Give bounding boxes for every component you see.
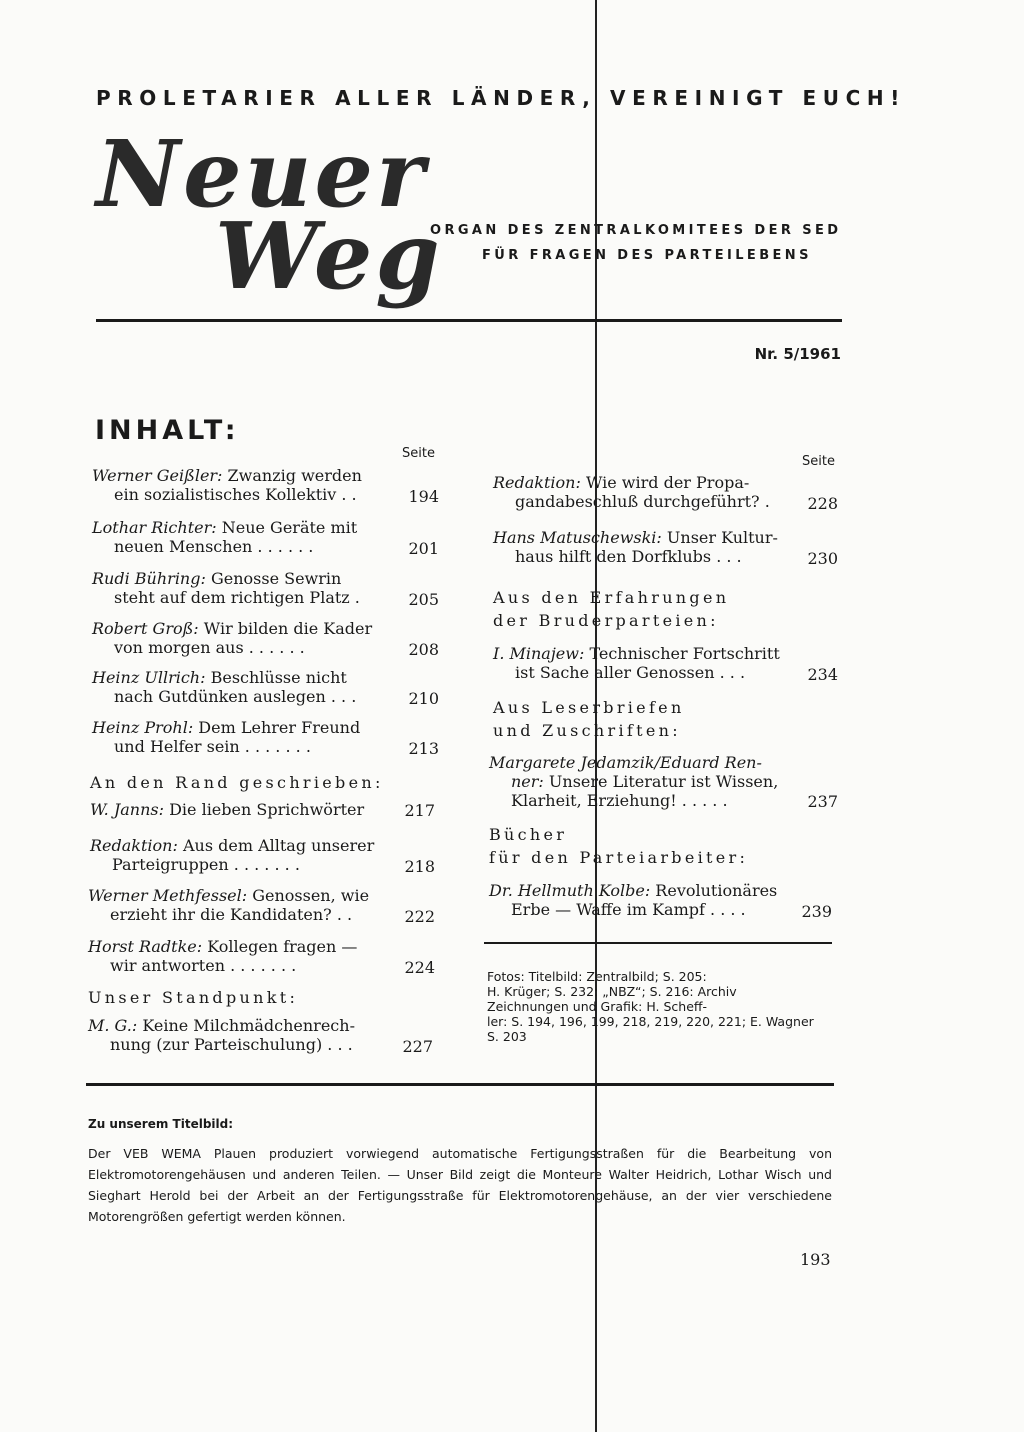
toc-page: 239 [801,902,832,921]
toc-page: 208 [408,640,439,659]
toc-page: 230 [807,549,838,568]
toc-entry[interactable]: Robert Groß: Wir bilden die Kader von morgen aus . . . . . . 208 [92,619,439,659]
section-heading: Aus den Erfahrungen [493,588,730,607]
toc-entry[interactable]: M. G.: Keine Milchmädchenrech- nung (zur Parteischulung) . . . 227 [88,1016,433,1056]
toc-entry[interactable]: Redaktion: Aus dem Alltag unserer Parteigruppen . . . . . . . 218 [90,836,435,876]
toc-page: 218 [404,857,435,876]
page-label-left: Seite [402,446,435,461]
organ-line-1: ORGAN DES ZENTRALKOMITEES DER SED [430,223,842,238]
header-rule [96,319,842,322]
masthead-neuer: Neuer [96,120,428,228]
toc-entry[interactable]: Hans Matuschewski: Unser Kultur- haus hilft den Dorfklubs . . . 230 [493,528,838,568]
toc-page: 237 [807,792,838,811]
credits-rule [484,942,832,944]
title-caption-heading: Zu unserem Titelbild: [88,1117,234,1131]
page-label-right: Seite [802,454,835,469]
toc-entry[interactable]: Margarete Jedamzik/Eduard Ren- ner: Unsere Literatur ist Wissen, Klarheit, Erziehung! . . . . . 237 [489,753,838,811]
title-caption-text: Der VEB WEMA Plauen produziert vorwiegend automatische Fertigungsstraßen für die Bearbeitung von Elektromotorengehäusen und anderen Teilen. — Unser Bild zeigt die Monteure Walter Heidrich, Lothar Wisch und Sieghart Herold bei der Arbeit an der Fertigungsstraße für Elektromotorengehäuse, an der vier verschiedene Motorengrößen gefertigt werden können. [88,1146,832,1224]
party-motto: PROLETARIER ALLER LÄNDER, VEREINIGT EUCH! [96,86,906,110]
toc-entry[interactable]: Werner Methfessel: Genossen, wie erzieht ihr die Kandidaten? . . 222 [88,886,435,926]
section-heading: für den Parteiarbeiter: [489,848,749,867]
issue-number: Nr. 5/1961 [754,345,841,363]
page-number: 193 [800,1250,831,1269]
footer-rule [86,1083,834,1086]
toc-page: 224 [404,958,435,977]
toc-entry[interactable]: I. Minajew: Technischer Fortschritt ist Sache aller Genossen . . . 234 [493,644,838,684]
toc-page: 213 [408,739,439,758]
toc-heading: INHALT: [95,415,240,446]
section-heading: und Zuschriften: [493,721,681,740]
organ-line-2: FÜR FRAGEN DES PARTEILEBENS [482,248,812,263]
toc-page: 228 [807,494,838,513]
photo-credits: Fotos: Titelbild: Zentralbild; S. 205: H. Krüger; S. 232: „NBZ“; S. 216: Archiv Zeichnungen und Grafik: H. Scheff- ler: S. 194, 196, 199, 218, 219, 220, 221; E. Wagner S. 203 [487,969,814,1044]
section-heading: An den Rand geschrieben: [90,773,384,792]
toc-entry[interactable]: Lothar Richter: Neue Geräte mit neuen Menschen . . . . . . 201 [92,518,439,558]
toc-page: 210 [408,689,439,708]
toc-entry[interactable]: Horst Radtke: Kollegen fragen — wir antworten . . . . . . . 224 [88,937,435,977]
toc-entry[interactable]: W. Janns: Die lieben Sprichwörter 217 [90,800,435,820]
masthead-weg: Weg [215,202,443,310]
toc-page: 234 [807,665,838,684]
toc-page: 222 [404,907,435,926]
toc-page: 227 [402,1037,433,1056]
section-heading: Unser Standpunkt: [88,988,299,1007]
toc-entry[interactable]: Heinz Prohl: Dem Lehrer Freund und Helfer sein . . . . . . . 213 [92,718,439,758]
toc-page: 201 [408,539,439,558]
section-heading: der Bruderparteien: [493,611,719,630]
toc-entry[interactable]: Heinz Ullrich: Beschlüsse nicht nach Gutdünken auslegen . . . 210 [92,668,439,708]
toc-entry[interactable]: Werner Geißler: Zwanzig werden ein sozialistisches Kollektiv . . 194 [92,466,439,506]
section-heading: Bücher [489,825,568,844]
toc-page: 205 [408,590,439,609]
toc-page: 217 [404,801,435,820]
toc-page: 194 [408,487,439,506]
section-heading: Aus Leserbriefen [493,698,685,717]
toc-entry[interactable]: Rudi Bühring: Genosse Sewrin steht auf dem richtigen Platz . 205 [92,569,439,609]
toc-entry[interactable]: Redaktion: Wie wird der Propa- gandabeschluß durchgeführt? . 228 [493,473,838,513]
toc-entry[interactable]: Dr. Hellmuth Kolbe: Revolutionäres Erbe — Waffe im Kampf . . . . 239 [489,881,832,921]
